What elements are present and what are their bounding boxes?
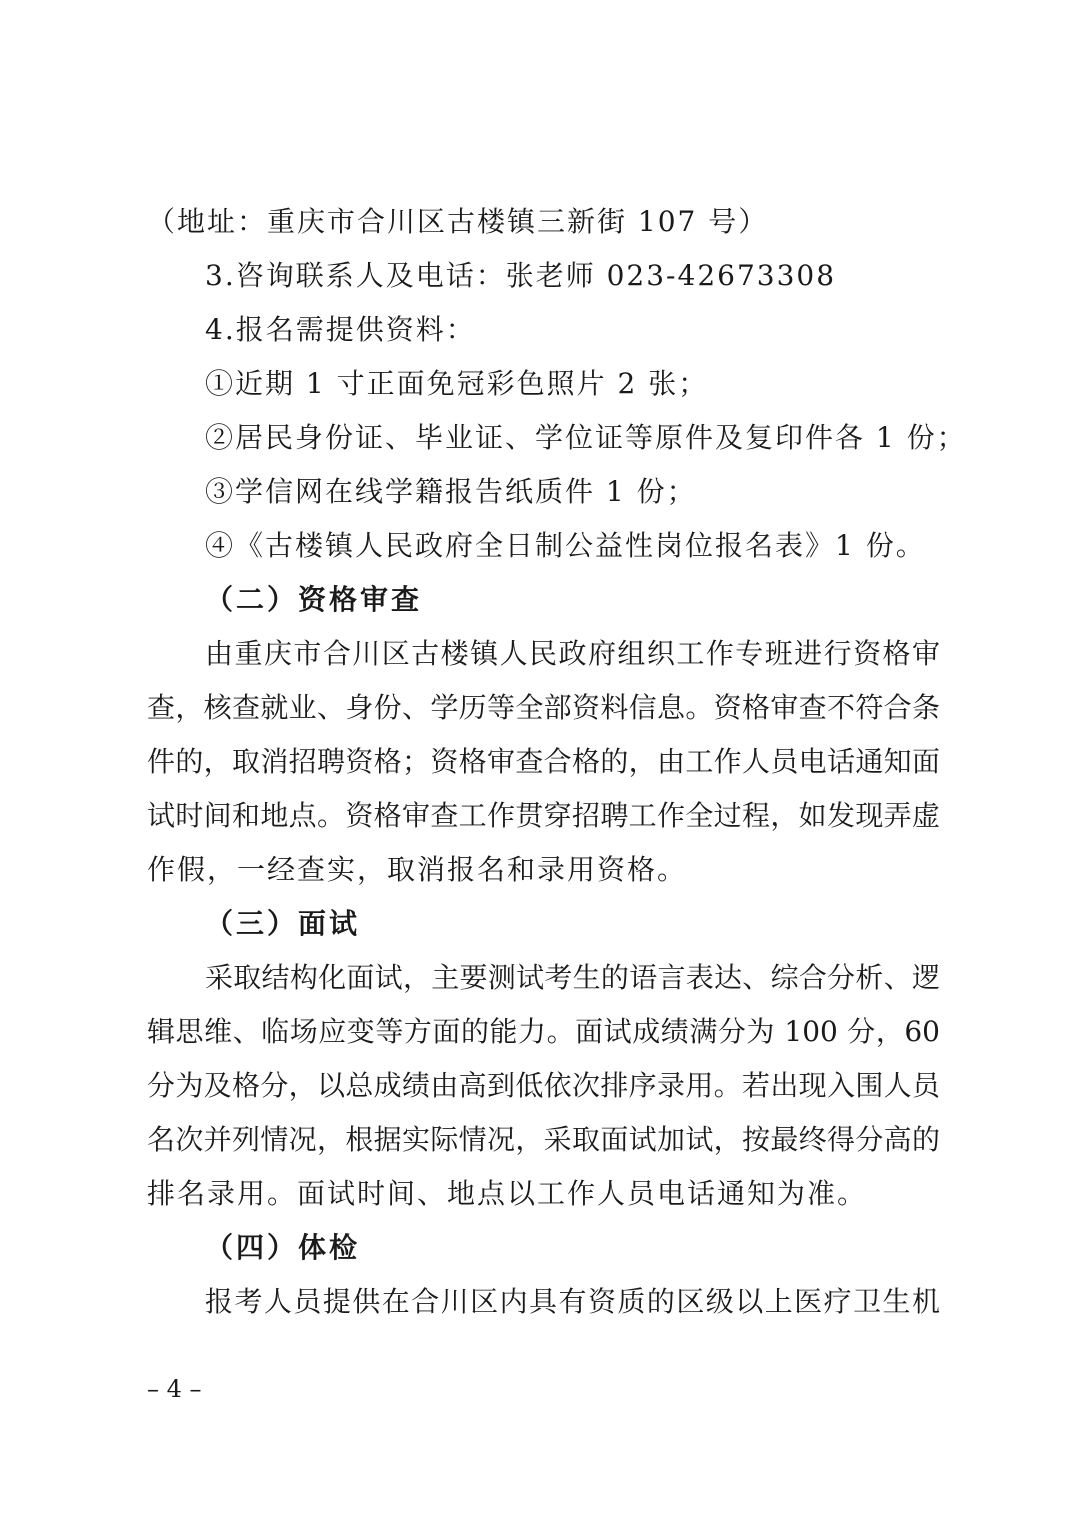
- paragraph-line: 件的，取消招聘资格；资格审查合格的，由工作人员电话通知面: [147, 745, 940, 778]
- materials-item-1: ①近期 1 寸正面免冠彩色照片 2 张；: [205, 367, 709, 400]
- address-line: （地址：重庆市合川区古楼镇三新街 107 号）: [147, 205, 769, 238]
- contact-line: 3.咨询联系人及电话：张老师 023-42673308: [205, 259, 837, 292]
- section-heading-physical-exam: （四）体检: [205, 1231, 361, 1264]
- materials-item-4: ④《古楼镇人民政府全日制公益性岗位报名表》1 份。: [205, 529, 926, 562]
- paragraph-line: 查，核查就业、身份、学历等全部资料信息。资格审查不符合条: [147, 691, 940, 724]
- paragraph-line: 采取结构化面试，主要测试考生的语言表达、综合分析、逻: [205, 961, 940, 994]
- paragraph-line: 作假，一经查实，取消报名和录用资格。: [147, 853, 688, 886]
- materials-item-3: ③学信网在线学籍报告纸质件 1 份；: [205, 475, 697, 508]
- paragraph-line: 试时间和地点。资格审查工作贯穿招聘工作全过程，如发现弄虚: [147, 799, 940, 832]
- section-heading-qualification: （二）资格审查: [205, 583, 423, 616]
- paragraph-line: 由重庆市合川区古楼镇人民政府组织工作专班进行资格审: [205, 637, 940, 670]
- paragraph-line: 辑思维、临场应变等方面的能力。面试成绩满分为 100 分，60: [147, 1015, 940, 1048]
- page-number: – 4 –: [147, 1375, 202, 1403]
- section-heading-interview: （三）面试: [205, 907, 361, 940]
- materials-item-2: ②居民身份证、毕业证、学位证等原件及复印件各 1 份；: [205, 421, 967, 454]
- paragraph-line: 排名录用。面试时间、地点以工作人员电话通知为准。: [147, 1177, 868, 1210]
- paragraph-line: 名次并列情况，根据实际情况，采取面试加试，按最终得分高的: [147, 1123, 940, 1156]
- materials-heading: 4.报名需提供资料：: [205, 313, 476, 346]
- paragraph-line: 报考人员提供在合川区内具有资质的区级以上医疗卫生机: [205, 1285, 940, 1318]
- paragraph-line: 分为及格分，以总成绩由高到低依次排序录用。若出现入围人员: [147, 1069, 940, 1102]
